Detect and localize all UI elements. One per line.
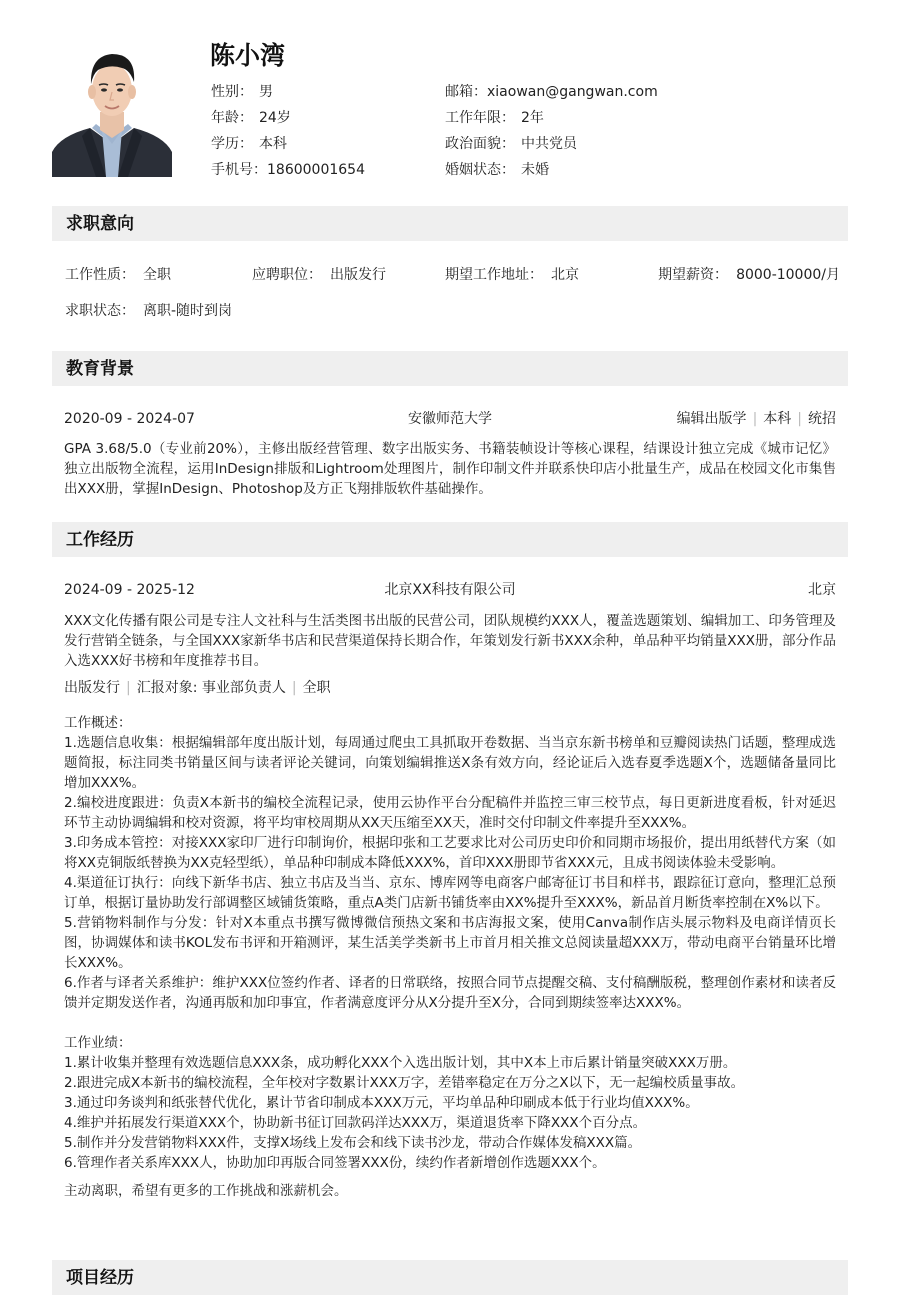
profile-photo [52,40,172,177]
intent-row-2 [65,301,840,321]
info-marital-status: 婚姻状态： 未婚 [445,162,549,178]
intent-salary: 期望薪资： 8000-10000/月 [658,267,840,283]
education-tags: 编辑出版学 | 本科 | 统招 [676,411,836,427]
results-title: 工作业绩： [64,1035,132,1051]
education-entry-header [64,409,836,429]
work-location: 北京 [808,582,836,598]
section-header-work [52,522,848,557]
intent-row [65,265,840,285]
overview-item: 4.渠道征订执行：向线下新华书店、独立书店及当当、京东、博库网等电商客户邮寄征订书目和样书，跟踪征订意向，整理汇总预订单，根据订量协助发行部调整区域铺货策略，重点A类门店新书铺货率由XX%提升至XXX%，新品首月断货率控制在X%以下。 [64,875,836,911]
intent-position: 应聘职位： 出版发行 [252,267,386,283]
overview-item: 5.营销物料制作与分发：针对X本重点书撰写微博微信预热文案和书店海报文案，使用Canva制作店头展示物料及电商详情页长图，协调媒体和读书KOL发布书评和开箱测评，某生活美学类新书上市首月相关推文总阅读量超XXX万，带动电商平台销量环比增长XXX%。 [64,915,836,971]
company-intro: XXX文化传播有限公司是专注人文社科与生活类图书出版的民营公司，团队规模约XXX人，覆盖选题策划、编辑加工、印务管理及发行营销全链条，与全国XXX家新华书店和民营渠道保持长期合作，年策划发行新书XXX余种，单品种平均销量XXX册，部分作品入选XXX好书榜和年度推荐书目。 [64,613,836,669]
info-gender: 性别： 男 [211,84,273,100]
info-phone: 手机号：18600001654 [211,162,365,178]
result-item: 3.通过印务谈判和纸张替代优化，累计节省印制成本XXX万元，平均单品种印刷成本低于行业均值XXX%。 [64,1095,699,1111]
intent-status: 求职状态： 离职-随时到岗 [65,303,233,319]
work-entry-header [64,580,836,600]
education-date: 2020-09 - 2024-07 [64,411,195,427]
result-item: 4.维护并拓展发行渠道XXX个，协助新书征订回款码洋达XXX万，渠道退货率下降XXX个百分点。 [64,1115,647,1131]
section-header-project [52,1260,848,1295]
overview-item: 6.作者与译者关系维护：维护XXX位签约作者、译者的日常联络，按照合同节点提醒交稿、支付稿酬版税，整理创作素材和读者反馈并定期发送作者，沟通再版和加印事宜，作者满意度评分从X分提升至X分，合同到期续签率达XXX%。 [64,975,836,1011]
result-item: 2.跟进完成X本新书的编校流程，全年校对字数累计XXX万字，差错率稳定在万分之X以下，无一起编校质量事故。 [64,1075,745,1091]
info-education: 学历： 本科 [211,136,287,152]
section-header-intent [52,206,848,241]
result-item: 1.累计收集并整理有效选题信息XXX条，成功孵化XXX个入选出版计划，其中X本上市后累计销量突破XXX万册。 [64,1055,737,1071]
leave-reason: 主动离职，希望有更多的工作挑战和涨薪机会。 [64,1183,348,1199]
work-company: 北京XX科技有限公司 [384,582,516,598]
overview-item: 3.印务成本管控：对接XXX家印厂进行印制询价，根据印张和工艺要求比对公司历史印价和同期市场报价，提出用纸替代方案（如将XX克铜版纸替换为XX克轻型纸），单品种印制成本降低XXX%，首印XXX册即节省XXX元，且成书阅读体验未受影响。 [64,835,836,871]
intent-work-type: 工作性质： 全职 [65,267,171,283]
section-title: 教育背景 [66,359,134,379]
info-political-status: 政治面貌： 中共党员 [445,136,577,152]
result-item: 6.管理作者关系库XXX人，协助加印再版合同签署XXX份，续约作者新增创作选题XXX个。 [64,1155,606,1171]
info-age: 年龄： 24岁 [211,110,291,126]
overview-item: 2.编校进度跟进：负责X本新书的编校全流程记录，使用云协作平台分配稿件并监控三审三校节点，每日更新进度看板，针对延迟环节主动协调编辑和校对资源，将平均审校周期从XX天压缩至XX天，准时交付印制文件率提升至XXX%。 [64,795,836,831]
education-school: 安徽师范大学 [408,411,492,427]
work-details [64,713,836,1201]
overview-item: 1.选题信息收集：根据编辑部年度出版计划，每周通过爬虫工具抓取开卷数据、当当京东新书榜单和豆瓣阅读热门话题，整理成选题简报，标注同类书销量区间与读者评论关键词，向策划编辑推送X条有效方向，经论证后入选春夏季选题X个，选题储备量同比增加XXX%。 [64,735,836,791]
section-title: 工作经历 [66,530,134,550]
work-tags: 出版发行 | 汇报对象: 事业部负责人 | 全职 [64,680,331,696]
info-email: 邮箱：xiaowan@gangwan.com [445,84,658,100]
info-work-years: 工作年限： 2年 [445,110,544,126]
candidate-name: 陈小湾 [210,41,286,70]
work-date: 2024-09 - 2025-12 [64,582,195,598]
intent-location: 期望工作地址： 北京 [445,267,579,283]
education-description: GPA 3.68/5.0（专业前20%），主修出版经营管理、数字出版实务、书籍装帧设计等核心课程，结课设计独立完成《城市记忆》独立出版物全流程，运用InDesign排版和Lightroom处理图片，制作印制文件并联系快印店小批量生产，成品在校园文化市集售出XXX册，掌握InDesign、Photoshop及方正飞翔排版软件基础操作。 [64,441,836,497]
overview-title: 工作概述： [64,715,132,731]
personal-info [211,82,731,186]
result-item: 5.制作并分发营销物料XXX件，支撑X场线上发布会和线下读书沙龙，带动合作媒体发稿XXX篇。 [64,1135,642,1151]
section-header-education [52,351,848,386]
section-title: 项目经历 [66,1268,134,1288]
section-title: 求职意向 [66,214,134,234]
